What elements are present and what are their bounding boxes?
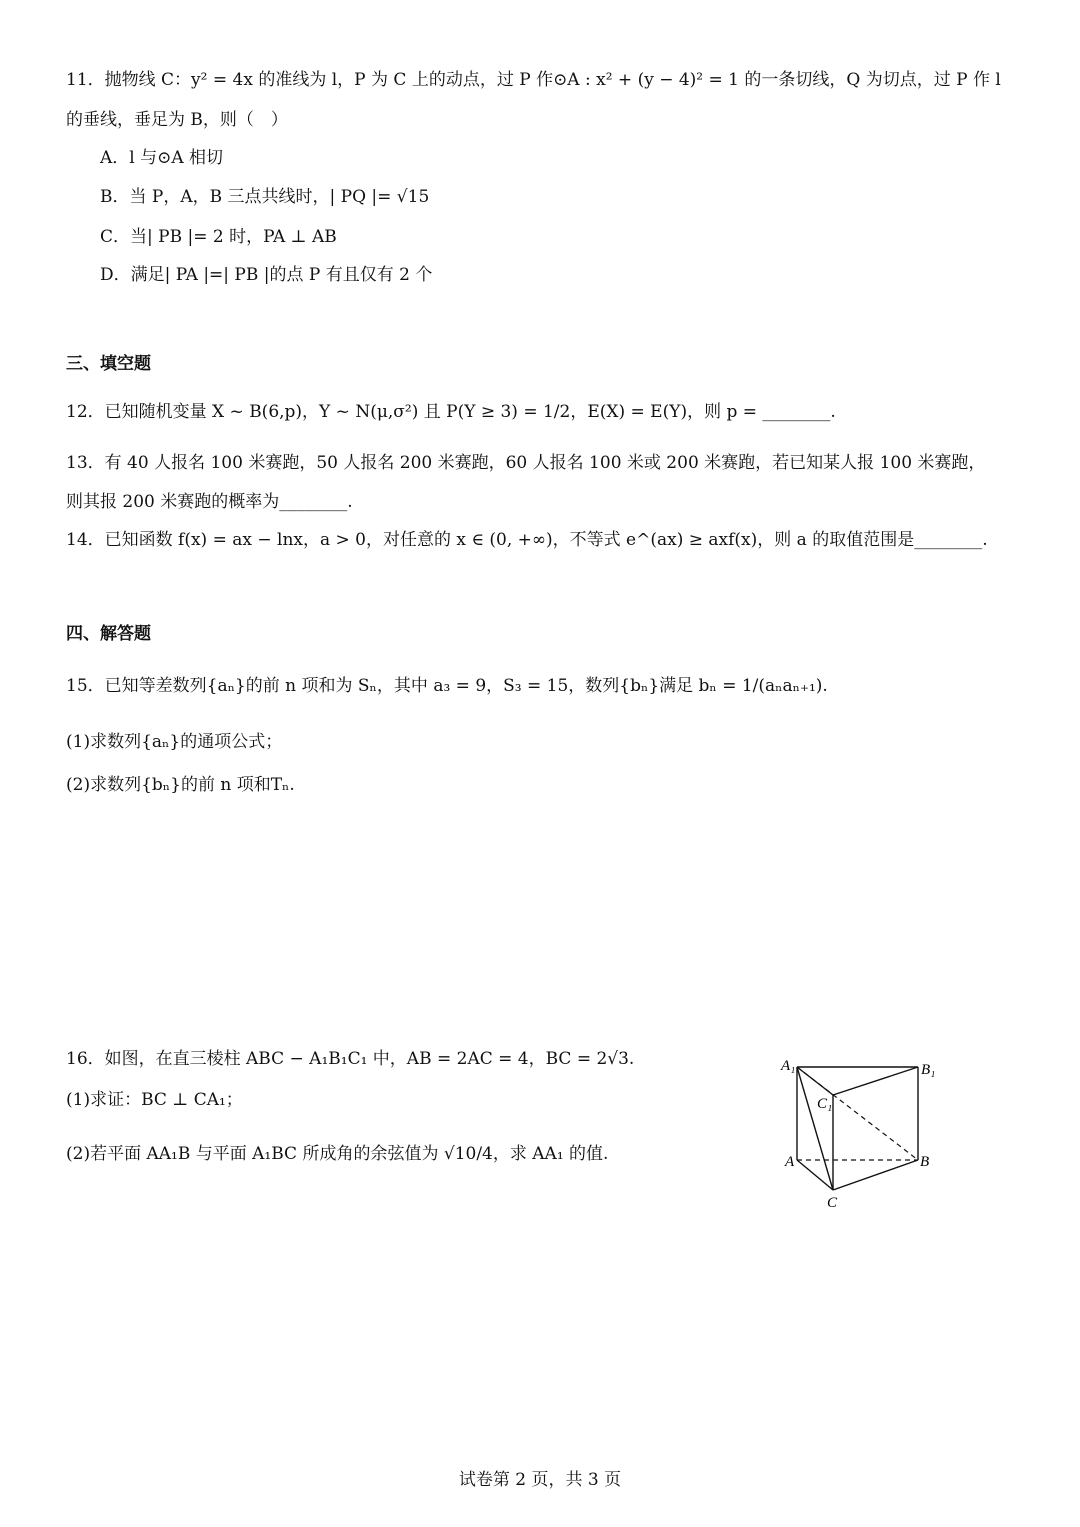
q14-text: 14．已知函数 f(x) = ax − lnx，a > 0，对任意的 x ∈ (0, +∞)，不等式 e^(ax) ≥ axf(x)，则 a 的取值范围是________. (66, 530, 988, 550)
page-footer: 试卷第 2 页，共 3 页 (458, 1470, 622, 1490)
prism-figure (775, 1050, 955, 1210)
q15-part1: (1)求数列{aₙ}的通项公式； (66, 732, 283, 752)
q11-stem-line1: 11．抛物线 C：y² = 4x 的准线为 l，P 为 C 上的动点，过 P 作⊙A : x² + (y − 4)² = 1 的一条切线，Q 为切点，过 P 作 l (66, 70, 1001, 90)
q11-option-c: C．当| PB |= 2 时，PA ⊥ AB (100, 227, 337, 247)
q11-option-a: A．l 与⊙A 相切 (100, 148, 224, 168)
section-heading-fill-in: 三、填空题 (66, 354, 151, 374)
q16-stem: 16．如图，在直三棱柱 ABC − A₁B₁C₁ 中，AB = 2AC = 4，BC = 2√3. (66, 1049, 635, 1069)
q15-stem: 15．已知等差数列{aₙ}的前 n 项和为 Sₙ，其中 a₃ = 9，S₃ = 15，数列{bₙ}满足 bₙ = 1/(aₙaₙ₊₁). (66, 676, 828, 696)
label-b: B (920, 1154, 930, 1170)
q12-text: 12．已知随机变量 X ~ B(6,p)，Y ~ N(μ,σ²) 且 P(Y ≥ 3) = 1/2，E(X) = E(Y)，则 p = ________. (66, 402, 836, 422)
q11-stem-line2: 的垂线，垂足为 B，则（ ） (66, 110, 288, 130)
q13-text-line1: 13．有 40 人报名 100 米赛跑，50 人报名 200 米赛跑，60 人报名 100 米或 200 米赛跑，若已知某人报 100 米赛跑， (66, 453, 986, 473)
label-a: A (785, 1154, 795, 1170)
q11-option-b: B．当 P，A，B 三点共线时，| PQ |= √15 (100, 187, 430, 207)
q13-text-line2: 则其报 200 米赛跑的概率为________. (66, 492, 353, 512)
q16-part1: (1)求证：BC ⊥ CA₁； (66, 1090, 243, 1110)
label-a1: A₁ (781, 1058, 796, 1074)
label-b1: B₁ (921, 1062, 936, 1078)
section-heading-solutions: 四、解答题 (66, 624, 151, 644)
label-c: C (827, 1195, 838, 1210)
label-c1: C₁ (817, 1096, 833, 1112)
q16-part2: (2)若平面 AA₁B 与平面 A₁BC 所成角的余弦值为 √10/4，求 AA₁ 的值. (66, 1144, 609, 1164)
q11-option-d: D．满足| PA |=| PB |的点 P 有且仅有 2 个 (100, 265, 433, 285)
q15-part2: (2)求数列{bₙ}的前 n 项和Tₙ. (66, 775, 295, 795)
